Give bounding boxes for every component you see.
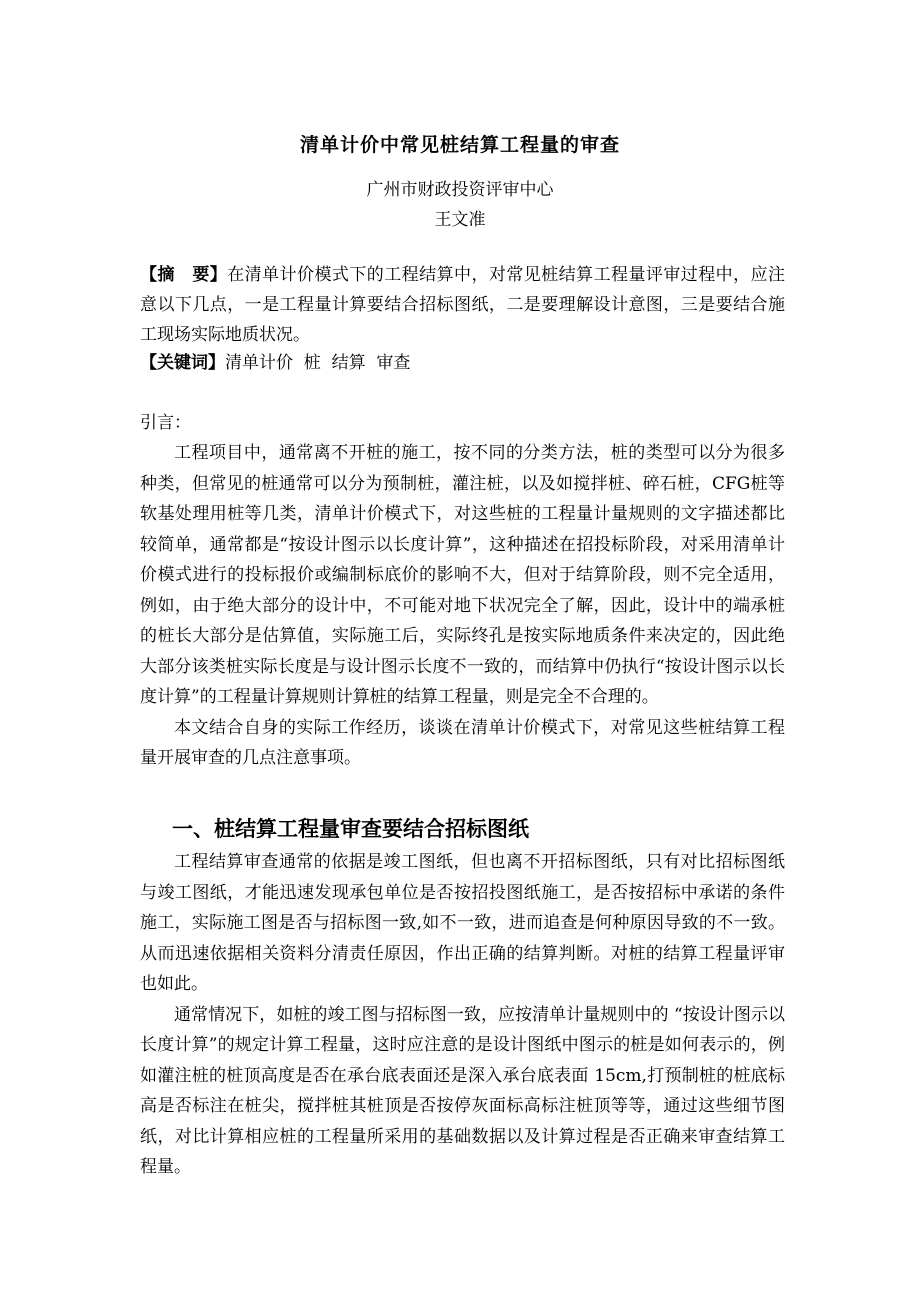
section-heading: 一、桩结算工程量审查要结合招标图纸	[172, 817, 529, 841]
intro-paragraph: 工程项目中，通常离不开桩的施工，按不同的分类方法，桩的类型可以分为很多种类，但常见的桩通常可以分为预制桩，灌注桩，以及如搅拌桩、碎石桩，CFG桩等软基处理用桩等几类，清单计价模式下，对这些桩的工程量计量规则的文字描述都比较简单，通常都是“按设计图示以长度计算”，这种描述在招投标阶段，对采用清单计价模式进行的投标报价或编制标底价的影响不大，但对于结算阶段，则不完全适用，例如，由于绝大部分的设计中，不可能对地下状况完全了解，因此，设计中的端承桩的桩长大部分是估算值，实际施工后，实际终孔是按实际地质条件来决定的，因此绝大部分该类桩实际长度是与设计图示长度不一致的，而结算中仍执行“按设计图示以长度计算”的工程量计算规则计算桩的结算工程量，则是完全不合理的。	[140, 443, 785, 707]
document-title: 清单计价中常见桩结算工程量的审查	[299, 134, 620, 156]
keywords-label: 【关键词】	[140, 353, 225, 373]
keywords-block	[140, 348, 785, 378]
abstract-text: 在清单计价模式下的工程结算中，对常见桩结算工程量评审过程中，应注意以下几点，一是工程量计算要结合招标图纸，二是要理解设计意图，三是要结合施工现场实际地质状况。	[140, 265, 786, 345]
author-name: 王文准	[434, 210, 486, 230]
abstract-label: 【摘 要】	[140, 265, 228, 285]
intro-heading: 引言：	[140, 413, 191, 433]
keywords-text: 清单计价 桩 结算 审查	[225, 353, 411, 373]
section-body	[140, 847, 785, 1183]
abstract-block	[140, 260, 785, 350]
section-paragraph: 工程结算审查通常的依据是竣工图纸，但也离不开招标图纸，只有对比招标图纸与竣工图纸，才能迅速发现承包单位是否按招投图纸施工，是否按招标中承诺的条件施工，实际施工图是否与招标图一致,如不一致，进而追查是何种原因导致的不一致。从而迅速依据相关资料分清责任原因，作出正确的结算判断。对桩的结算工程量评审也如此。	[140, 852, 785, 994]
intro-body	[140, 438, 785, 774]
section-paragraph: 通常情况下，如桩的竣工图与招标图一致，应按清单计量规则中的 “按设计图示以长度计算”的规定计算工程量，这时应注意的是设计图纸中图示的桩是如何表示的，例如灌注桩的桩顶高度是否在承台底表面还是深入承台底表面 15cm,打预制桩的桩底标高是否标注在桩尖，搅拌桩其桩顶是否按停灰面标高标注桩顶等等，通过这些细节图纸，对比计算相应桩的工程量所采用的基础数据以及计算过程是否正确来审查结算工程量。	[140, 1004, 785, 1177]
intro-paragraph: 本文结合自身的实际工作经历，谈谈在清单计价模式下，对常见这些桩结算工程量开展审查的几点注意事项。	[140, 717, 785, 768]
author-organization: 广州市财政投资评审中心	[366, 180, 554, 200]
